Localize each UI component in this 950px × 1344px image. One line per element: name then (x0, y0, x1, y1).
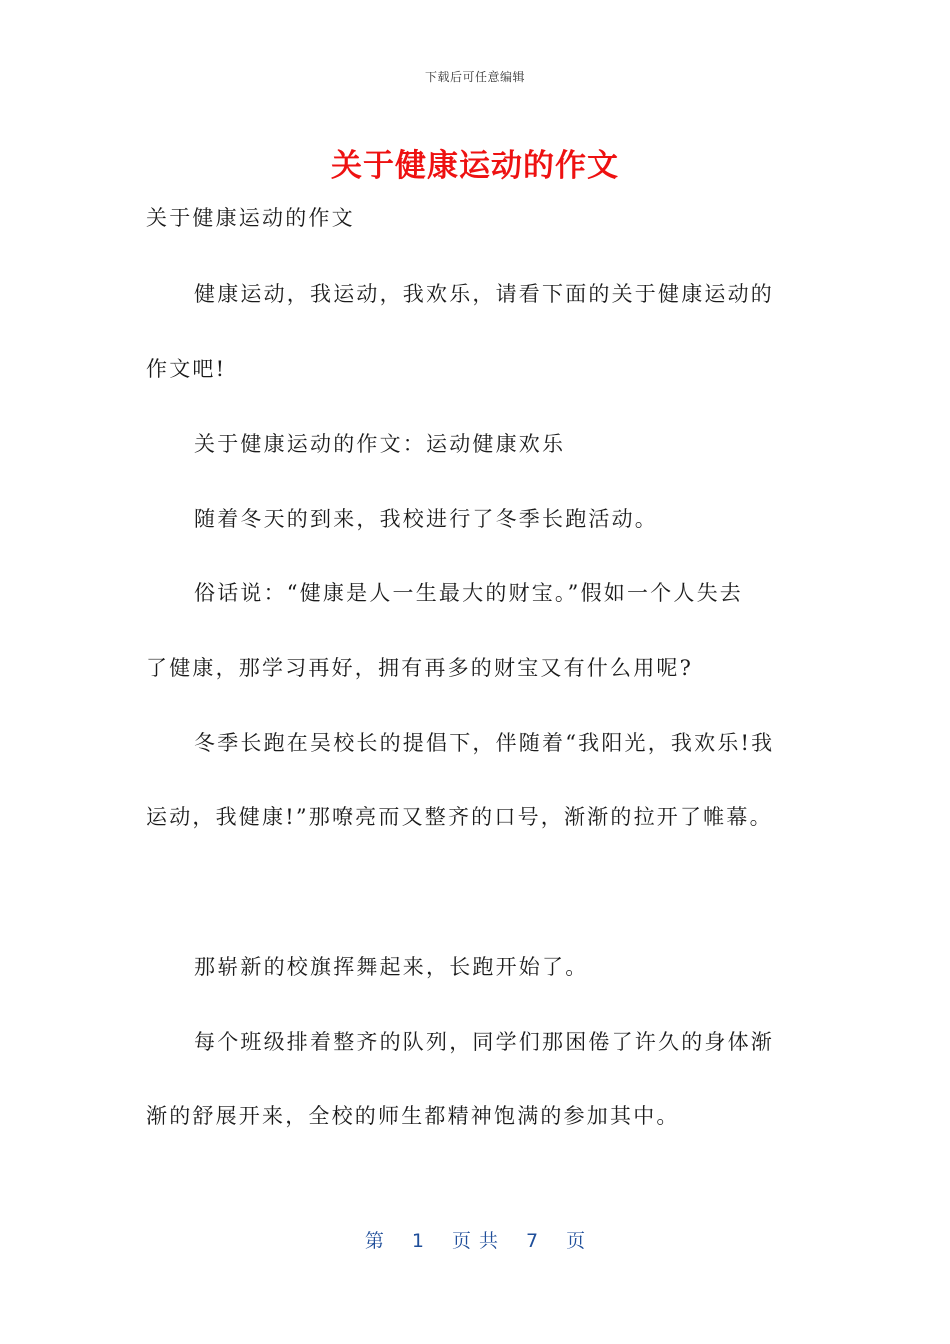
total-pages: 7 (526, 1230, 539, 1252)
paragraph-line: 那崭新的校旗挥舞起来，长跑开始了。 (194, 955, 589, 979)
paragraph-line: 渐的舒展开来，全校的师生都精神饱满的参加其中。 (146, 1104, 680, 1128)
document-title: 关于健康运动的作文 (331, 148, 619, 184)
paragraph-line: 了健康，那学习再好，拥有再多的财宝又有什么用呢? (146, 656, 694, 680)
paragraph-line: 每个班级排着整齐的队列，同学们那困倦了许久的身体渐 (194, 1030, 774, 1054)
paragraph-line: 运动，我健康!”那嘹亮而又整齐的口号，渐渐的拉开了帷幕。 (146, 805, 773, 829)
paragraph-line: 健康运动，我运动，我欢乐，请看下面的关于健康运动的 (194, 282, 774, 306)
total-unit: 页 (566, 1230, 586, 1252)
paragraph-line: 冬季长跑在吴校长的提倡下，伴随着“我阳光，我欢乐!我 (194, 731, 775, 755)
header-note: 下载后可任意编辑 (424, 70, 525, 84)
page-label: 第 (364, 1230, 384, 1252)
page-number: 1 (411, 1230, 424, 1252)
paragraph-line: 俗话说：“健康是人一生最大的财宝。”假如一个人失去 (194, 581, 743, 605)
paragraph-line: 随着冬天的到来，我校进行了冬季长跑活动。 (194, 507, 658, 531)
page-unit: 页 (451, 1230, 471, 1252)
page-footer (0, 1226, 950, 1253)
paragraph-line: 作文吧! (146, 357, 227, 381)
paragraph-line: 关于健康运动的作文：运动健康欢乐 (194, 432, 566, 456)
total-label: 共 (479, 1230, 499, 1252)
subtitle-line: 关于健康运动的作文 (146, 206, 355, 230)
